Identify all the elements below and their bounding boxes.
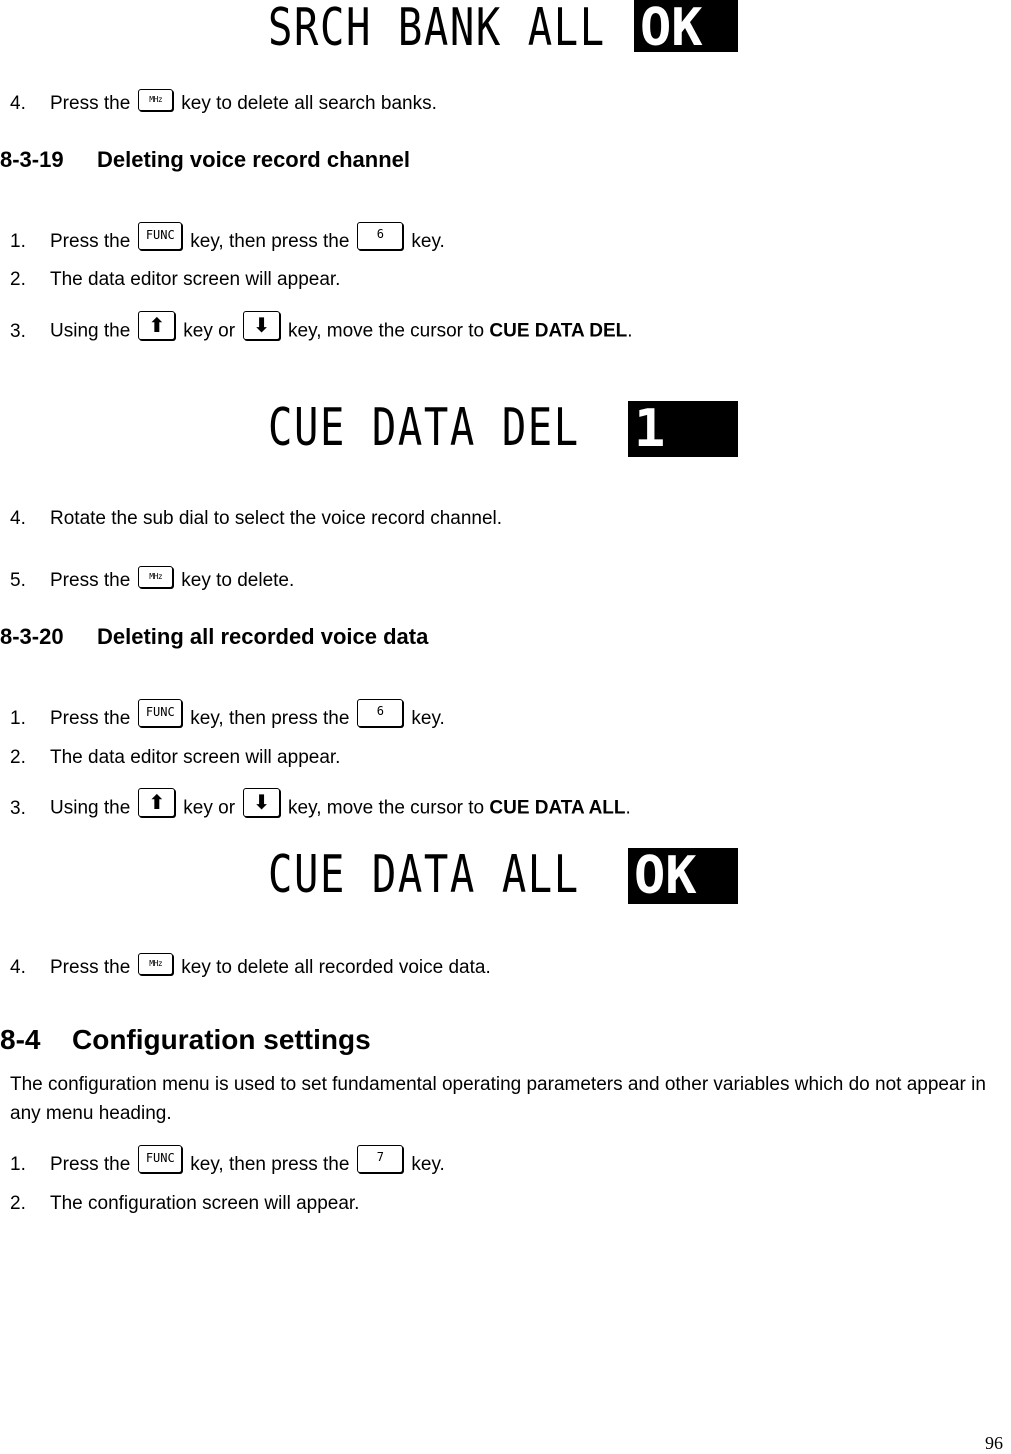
down-arrow-key-icon: ⬇: [243, 311, 280, 340]
list-item: 3. Using the ⬆ key or ⬇ key, move the cursor to CUE DATA ALL.: [10, 790, 631, 819]
intro-paragraph: The configuration menu is used to set fundamental operating parameters and other variables which do not appear in any menu heading.: [10, 1074, 986, 1124]
mhz-key-icon: MHz: [138, 566, 173, 588]
lcd-highlight-box: OK: [634, 0, 738, 52]
lcd-text: CUE DATA ALL: [268, 845, 580, 905]
lcd-text: CUE DATA DEL: [268, 398, 580, 458]
number-key-icon: 7: [357, 1145, 403, 1173]
list-item: 3. Using the ⬆ key or ⬇ key, move the cursor to CUE DATA DEL.: [10, 313, 633, 342]
number-key-icon: 6: [357, 699, 403, 727]
list-item: 4. Press the MHz key to delete all recorded voice data.: [10, 955, 491, 981]
number-key-icon: 6: [357, 222, 403, 250]
lcd-highlight-box: OK: [628, 848, 738, 904]
lcd-display-cue-data-del: [268, 400, 668, 456]
list-item: 1. Press the FUNC key, then press the 6 key.: [10, 228, 445, 256]
section-heading: 8-3-20 Deleting all recorded voice data: [0, 624, 429, 649]
page-number: 96: [985, 1433, 1003, 1453]
mhz-key-icon: MHz: [138, 89, 173, 111]
lcd-highlight-box: 1: [628, 401, 738, 457]
lcd-text: SRCH BANK ALL: [268, 0, 606, 58]
lcd-display-cue-data-all: [268, 847, 668, 903]
section-heading: 8-4 Configuration settings: [0, 1024, 371, 1055]
list-item: 5. Press the MHz key to delete.: [10, 568, 294, 594]
up-arrow-key-icon: ⬆: [138, 788, 175, 817]
func-key-icon: FUNC: [138, 699, 182, 727]
mhz-key-icon: MHz: [138, 953, 173, 975]
func-key-icon: FUNC: [138, 222, 182, 250]
list-item: 4. Rotate the sub dial to select the voice record channel.: [10, 508, 503, 529]
section-heading: 8-3-19 Deleting voice record channel: [0, 147, 410, 172]
list-item: 2. The data editor screen will appear.: [10, 747, 341, 768]
list-item: 1. Press the FUNC key, then press the 6 key.: [10, 705, 445, 733]
down-arrow-key-icon: ⬇: [243, 788, 280, 817]
up-arrow-key-icon: ⬆: [138, 311, 175, 340]
list-item: 2. The data editor screen will appear.: [10, 269, 341, 290]
list-item: 4. Press the MHz key to delete all search banks.: [10, 91, 437, 117]
list-item: 1. Press the FUNC key, then press the 7 key.: [10, 1151, 445, 1179]
list-item: 2. The configuration screen will appear.: [10, 1193, 360, 1214]
func-key-icon: FUNC: [138, 1145, 182, 1173]
